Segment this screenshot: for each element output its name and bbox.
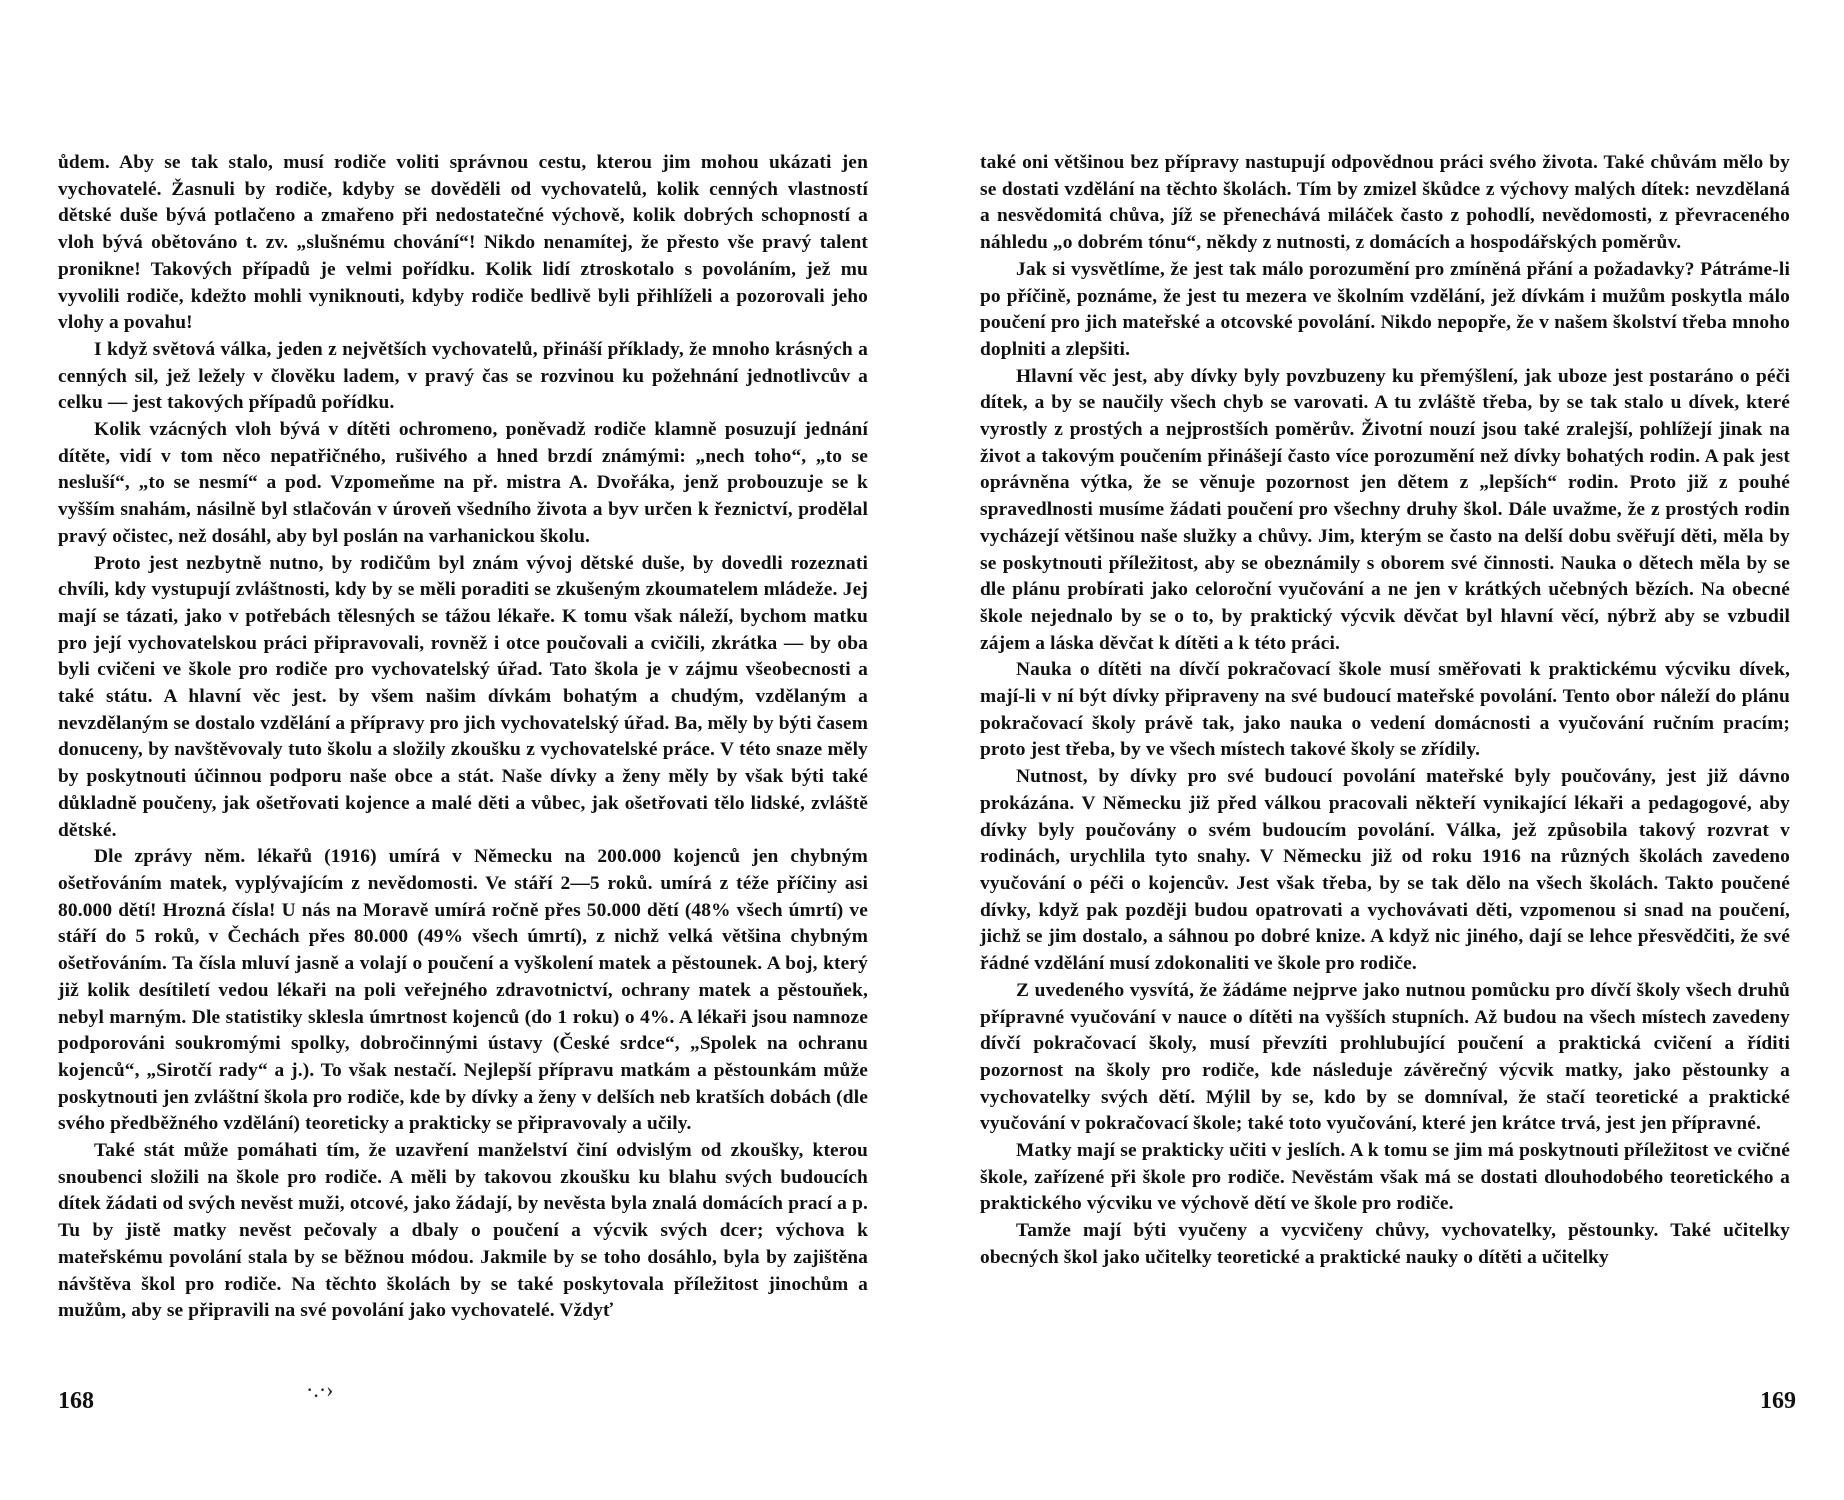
paragraph: Proto jest nezbytně nutno, by rodičům byl znám vývoj dětské duše, by dovedli rozeznati chvíli, kdy vystupují zvláštnosti, kdy by se měli poraditi se zkušeným zkoumatelem mládeže. Jej mají se tázati, jako v potřebách tělesných se tážou lékaře. K tomu však náleží, bychom matku pro její vychovatelskou práci připravovali, rovněž i otce poučovali a cvičili, zkrátka — by oba byli cvičeni ve škole pro rodiče pro vychovatelský úřad. Tato škola je v zájmu všeobecnosti a také státu. A hlavní věc jest. by všem našim dívkám bohatým a chudým, vzdělaným a nevzdělaným se dostalo vzdělání a přípravy pro jich vychovatelský úřad. Ba, měly by býti časem donuceny, by navštěvovaly tuto školu a složily zkoušku z vychovatelské práce. V této snaze měly by poskytnouti účinnou podporu naše obce a stát. Naše dívky a ženy měly by však býti také důkladně poučeny, jak ošetřovati kojence a malé děti a vůbec, jak ošetřovati tělo lidské, zvláště dětské. [58, 552, 868, 841]
paragraph: také oni většinou bez přípravy nastupují odpovědnou práci svého života. Také chůvám mělo by se dostati vzdělání na těchto školách. Tím by zmizel škůdce z výchovy malých dítek: nevzdělaná a nesvědomitá chůva, jíž se přenechává miláček často z pohodlí, nevědomosti, z převraceného náhledu „o dobrém tónu“, někdy z nutnosti, z domácích a hospodářských poměrův. [980, 152, 1790, 254]
paragraph: Dle zprávy něm. lékařů (1916) umírá v Německu na 200.000 kojenců jen chybným ošetřováním matek, vyplývajícím z nevědomosti. Ve stáří 2—5 roků. umírá z téže příčiny asi 80.000 dětí! Hrozná čísla! U nás na Moravě umírá ročně přes 50.000 dětí (48% všech úmrtí) ve stáří do 5 roků, v Čechách přes 80.000 (49% všech úmrtí), z nichž velká většina chybným ošetřováním. Ta čísla mluví jasně a volají o poučení a vyškolení matek a pěstounek. A boj, který již kolik desítiletí vedou lékaři na poli veřejného zdravotnictví, ochrany matek a pěstouňek, nebyl marným. Dle statistiky sklesla úmrtnost kojenců (do 1 roku) o 4%. A lékaři jsou namnoze podporováni soukromými spolky, dobročinnými ústavy (České srdce“, „Spolek na ochranu kojenců“, „Sirotčí rady“ a j.). To však nestačí. Nejlepší přípravu matkám a pěstounkám může poskytnouti jen zvláštní škola pro rodiče, kde by dívky a ženy v delších neb kratších dobách (dle svého předběžného vzdělání) teoreticky a prakticky se připravovaly a učily. [58, 846, 868, 1135]
paragraph: Nauka o dítěti na dívčí pokračovací škole musí směřovati k praktickému výcviku dívek, mají-li v ní být dívky připraveny na své budoucí mateřské povolání. Tento obor náleží do plánu pokračovací školy právě tak, jako nauka o vedení domácnosti a vyučování ručním pracím; proto jest třeba, by ve všech místech takové školy se zřídily. [980, 659, 1790, 761]
paragraph: Také stát může pomáhati tím, že uzavření manželství činí odvislým od zkoušky, kterou snoubenci složili na škole pro rodiče. A měli by takovou zkoušku ku blahu svých budoucích dítek žádati od svých nevěst muži, otcové, jako žádají, by nevěsta byla znalá domácích prací a p. Tu by jistě matky nevěst pečovaly a dbaly o poučení a výcvik svých dcer; výchova k mateřskému povolání stala by se běžnou módou. Jakmile by se toho dosáhlo, byla by zajištěna návštěva škol pro rodiče. Na těchto školách by se také poskytovala příležitost jinochům a mužům, aby se připravili na své povolání jako vychovatelé. Vždyť [58, 1140, 868, 1322]
page-number: 168 [58, 1388, 94, 1414]
paragraph: Z uvedeného vysvítá, že žádáme nejprve jako nutnou pomůcku pro dívčí školy všech druhů přípravné vyučování v nauce o dítěti na vyšších stupních. Až budou na všech místech zavedeny dívčí pokračovací školy, musí převzíti prohlubující poučení a praktická cvičení a říditi pozornost na školy pro rodiče, kde následuje závěrečný výcvik matky, jako pěstounky a vychovatelky svých dětí. Mýlil by se, kdo by se domníval, že stačí teoretické a praktické vyučování v pokračovací škole; také toto vyučování, které jen krátce trvá, jest jen přípravné. [980, 979, 1790, 1135]
page-number: 169 [1760, 1388, 1796, 1414]
paragraph: I když světová válka, jeden z největších vychovatelů, přináší příklady, že mnoho krásných a cenných sil, jež ležely v člověku ladem, v pravý čas se rozvinou ku požehnání jednotlivcův a celku — jest takových případů pořídku. [58, 338, 868, 414]
paragraph: Tamže mají býti vyučeny a vycvičeny chůvy, vychovatelky, pěstounky. Také učitelky obecných škol jako učitelky teoretické a praktické nauky o dítěti a učitelky [980, 1220, 1790, 1268]
paragraph: ůdem. Aby se tak stalo, musí rodiče voliti správnou cestu, kterou jim mohou ukázati jen vychovatelé. Žasnuli by rodiče, kdyby se dověděli od vychovatelů, kolik cenných vlastností dětské duše bývá potlačeno a zmařeno při nedostatečné výchově, kolik dobrých schopností a vloh bývá obětováno t. zv. „slušnému chování“! Nikdo nenamítej, že přesto vše pravý talent pronikne! Takových případů je velmi pořídku. Kolik lidí ztroskotalo s povoláním, jež mu vyvolili rodiče, kdežto mohli vyniknouti, kdyby rodiče bedlivě byli přihlíželi a pozorovali jeho vlohy a povahu! [58, 152, 868, 334]
paragraph: Matky mají se prakticky učiti v jeslích. A k tomu se jim má poskytnouti příležitost ve cvičné škole, zařízené při škole pro rodiče. Nevěstám však má se dostati dlouhodobého teoretického a praktického výcviku ve výchově dětí ve škole pro rodiče. [980, 1140, 1790, 1215]
stray-mark: ·.·› [306, 1377, 334, 1402]
left-page-text [58, 150, 868, 1325]
left-page [58, 150, 868, 1480]
right-page-text [980, 150, 1790, 1272]
right-page [980, 150, 1796, 1480]
paragraph: Hlavní věc jest, aby dívky byly povzbuzeny ku přemýšlení, jak uboze jest postaráno o péči dítek, a by se naučily všech chyb se varovati. A tu zvláště třeba, by se tak stalo u dívek, které vyrostly z prostých a nejprostších poměrův. Životní nouzí jsou také zralejší, pohlížejí jinak na život a takovým poučením přinášejí často více porozumění než dívky bohatých rodin. A pak jest oprávněna výtka, že se věnuje pozornost jen dětem z „lepších“ rodin. Proto již z pouhé spravedlnosti musíme žádati poučení pro všechny druhy škol. Dále uvažme, že z prostých rodin vycházejí většinou naše služky a chůvy. Jim, kterým se často na delší dobu svěřují děti, měla by se poskytnouti příležitost, aby se obeznámily s oborem své činnosti. Nauka o dětech měla by se dle plánu probírati jako celoroční vyučování a ne jen v krátkých učebných bězích. Na obecné škole nejednalo by se o to, by praktický výcvik děvčat byl hlavní věcí, nýbrž aby se vzbudil zájem a láska děvčat k dítěti a k této práci. [980, 365, 1790, 654]
paragraph: Nutnost, by dívky pro své budoucí povolání mateřské byly poučovány, jest již dávno prokázána. V Německu již před válkou pracovali někteří vynikající lékaři a pedagogové, aby dívky byly poučovány o svém budoucím povolání. Válka, jež způsobila takový rozvrat v rodinách, urychlila tyto snahy. V Německu již od roku 1916 na různých školách zavedeno vyučování o péči o kojencův. Jest však třeba, by se tak dělo na všech školách. Takto poučené dívky, když pak později budou opatrovati a vychovávati děti, vzpomenou si snad na poučení, jichž se jim dostalo, a sáhnou po dobré knize. A když nic jiného, dají se lehce přesvědčiti, že své řádné vzdělání musí zdokonaliti ve škole pro rodiče. [980, 766, 1790, 975]
paragraph: Kolik vzácných vloh bývá v dítěti ochromeno, poněvadž rodiče klamně posuzují jednání dítěte, vidí v tom něco nepatřičného, rušivého a hned brzdí známými: „nech toho“, „to se nesluší“, „to se nesmí“ a pod. Vzpomeňme na př. mistra A. Dvořáka, jenž probouzuje se k vyšším snahám, násilně byl stlačován v úroveň všedního života a byv určen k řeznictví, prodělal pravý očistec, než dosáhl, aby byl poslán na varhanickou školu. [58, 419, 868, 547]
paragraph: Jak si vysvětlíme, že jest tak málo porozumění pro zmíněná přání a požadavky? Pátráme-li po příčině, poznáme, že jest tu mezera ve školním vzdělání, jež dívkám i mužům poskytla málo poučení pro jich mateřské a otcovské povolání. Nikdo nepopře, že v našem školství třeba mnoho doplniti a zlepšiti. [980, 258, 1790, 360]
